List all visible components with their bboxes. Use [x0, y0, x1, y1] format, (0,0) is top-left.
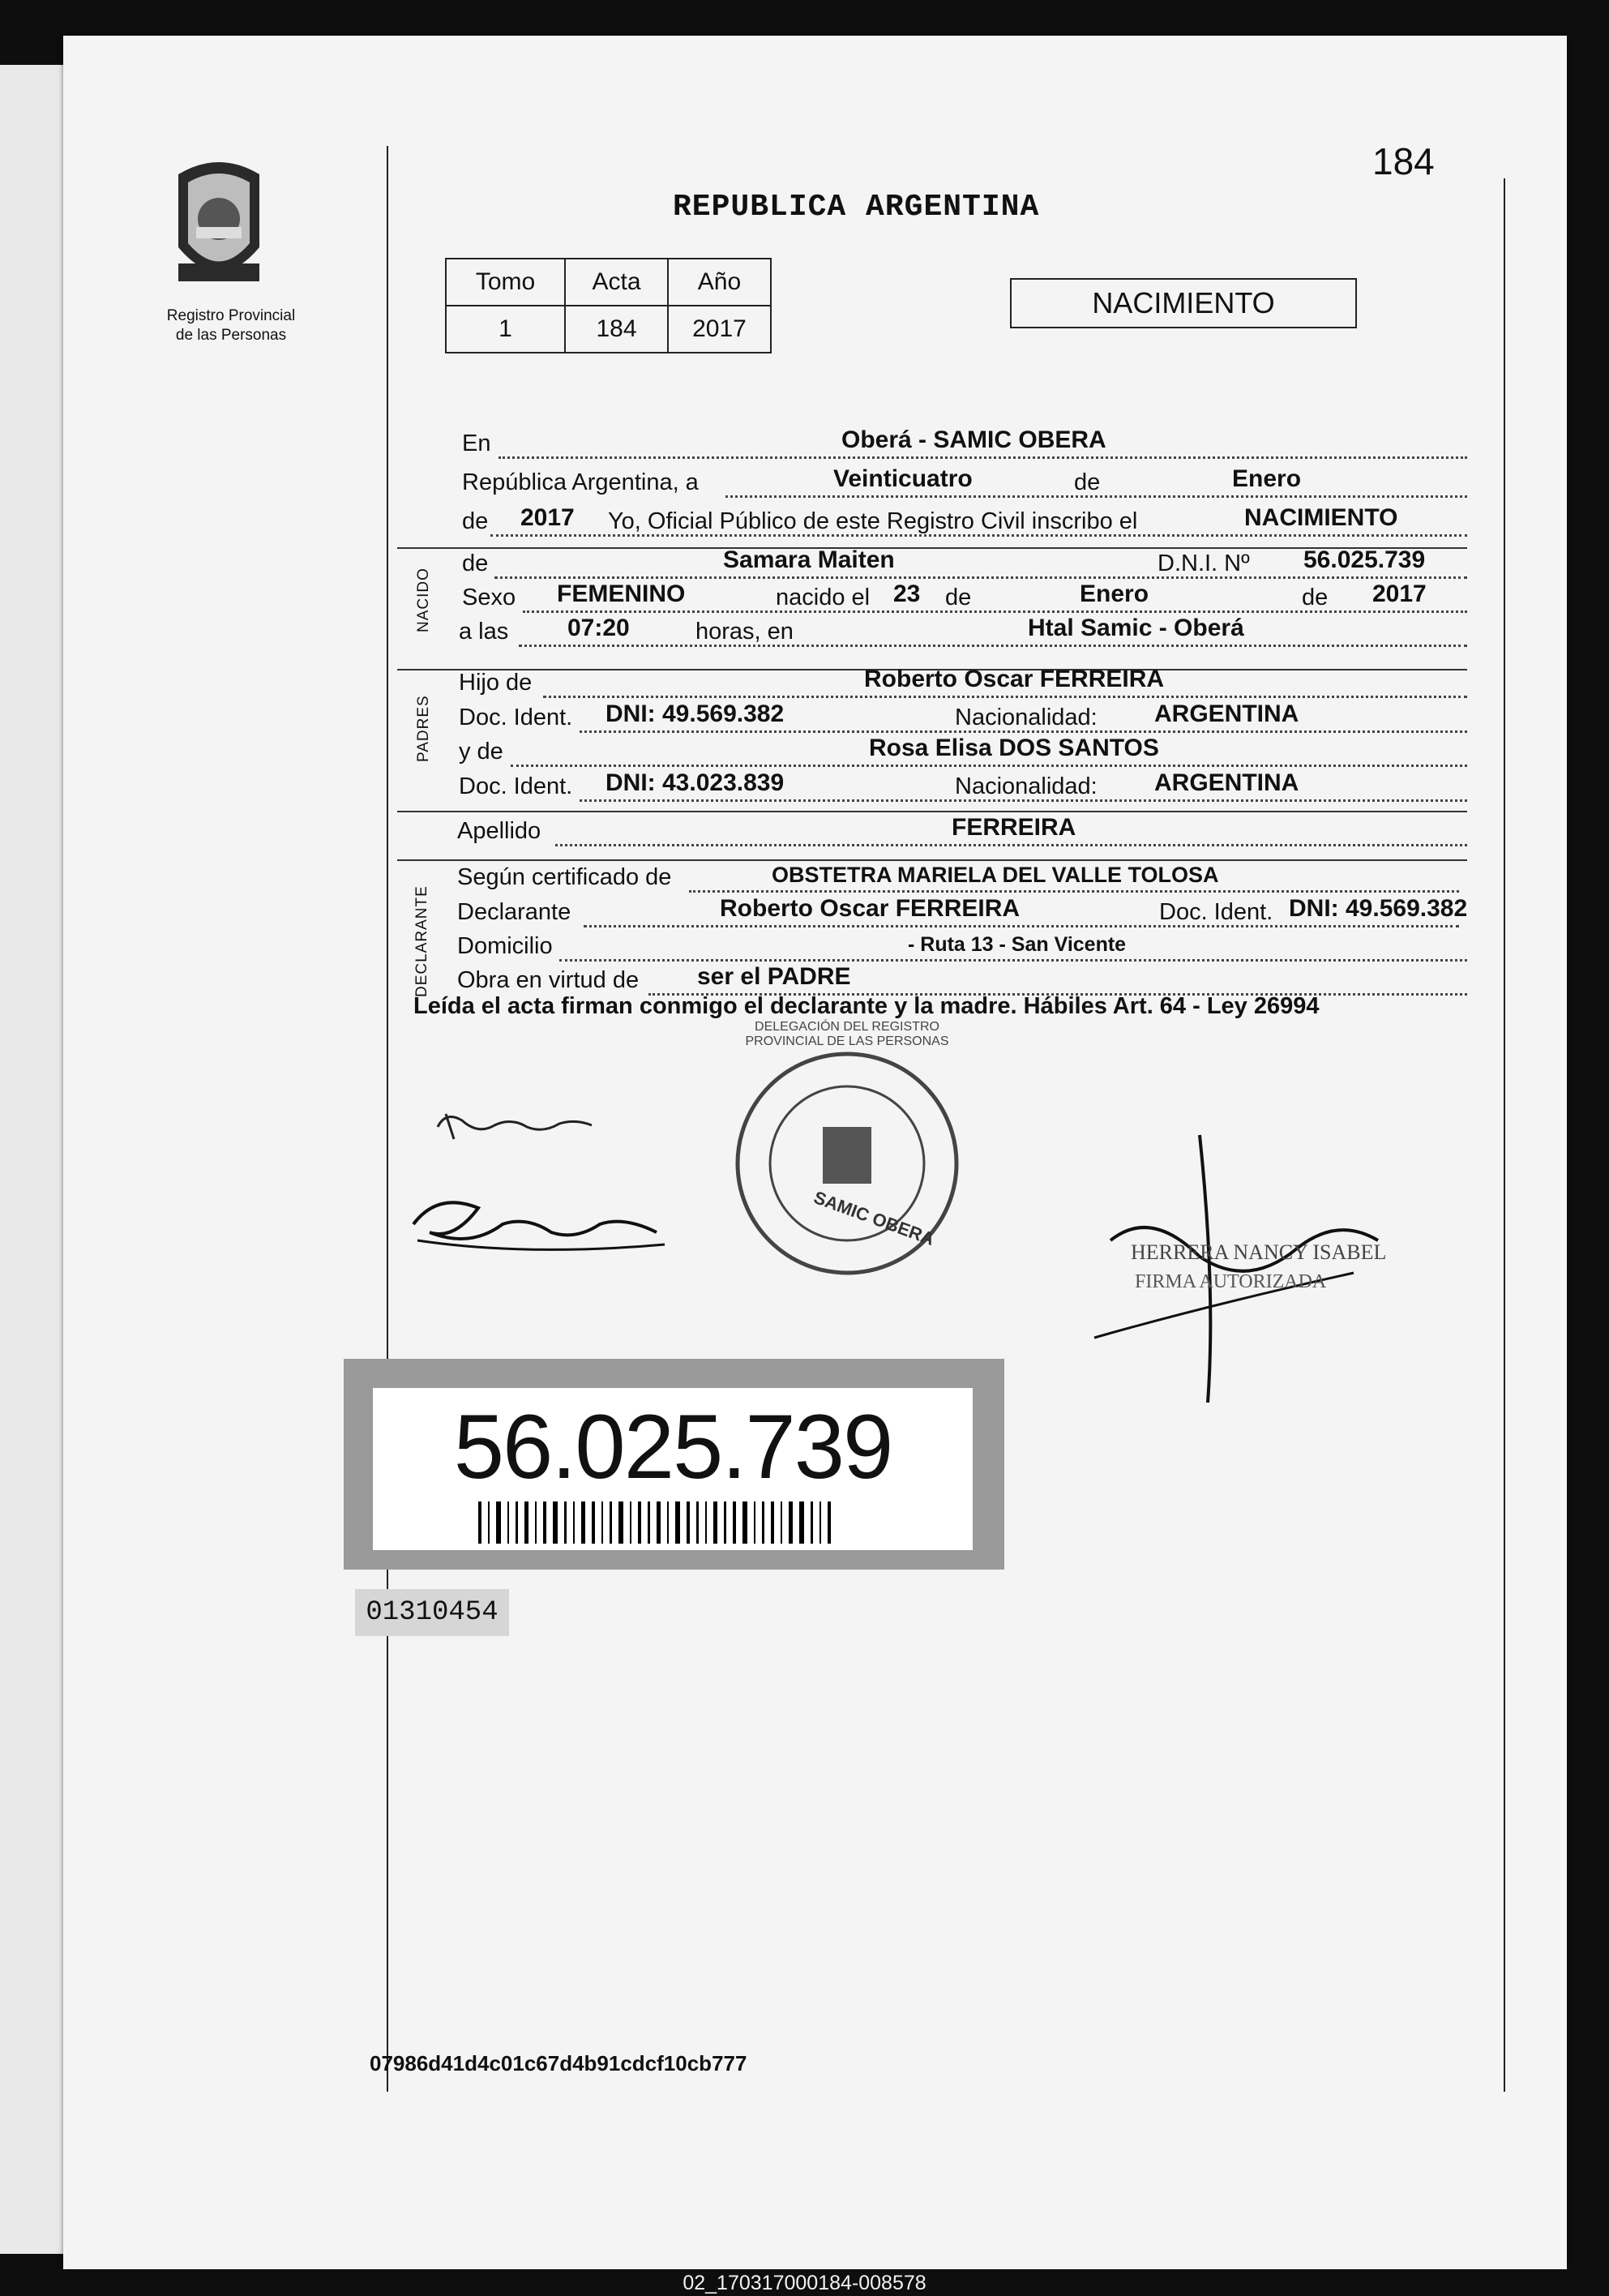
father-nat-value: ARGENTINA: [1154, 700, 1299, 727]
nacido-de-label2: de: [945, 585, 972, 610]
barcode-bar: [581, 1501, 585, 1544]
barcode-bar: [496, 1501, 501, 1544]
official-signature: [1086, 1127, 1394, 1411]
row-declarante: [397, 895, 1468, 931]
declarante-label: Declarante: [457, 899, 571, 925]
row-certificate: [397, 863, 1467, 896]
record-de-label: de: [1074, 469, 1101, 495]
closing-text: Leída el acta firman conmigo el declarante y la madre. Hábiles Art. 64 - Ley 26994: [413, 993, 1320, 1019]
apellido-value: FERREIRA: [952, 814, 1076, 841]
page-number: 184: [1372, 140, 1435, 182]
dni-label: D.N.I. Nº: [1158, 550, 1250, 576]
barcode-bar: [762, 1501, 764, 1544]
barcode-bar: [754, 1501, 755, 1544]
record-year-value: 2017: [520, 504, 575, 531]
control-code: 01310454: [355, 1589, 509, 1636]
section-padres-label: PADRES: [415, 695, 432, 762]
barcode-bar: [733, 1501, 736, 1544]
acta-header: Acta: [565, 259, 668, 306]
barcode-bar: [543, 1501, 546, 1544]
barcode-bar: [742, 1501, 747, 1544]
horas-label: horas, en: [695, 619, 794, 645]
barcode-bar: [724, 1501, 726, 1544]
barcode-bar: [564, 1501, 567, 1544]
barcode-number: 56.025.739: [453, 1396, 892, 1497]
barcode-bar: [601, 1501, 603, 1544]
nacido-de-label: de: [462, 550, 489, 576]
barcode-bar: [535, 1501, 537, 1544]
declarante-doc-value: DNI: 49.569.382: [1289, 895, 1468, 922]
barcode-bar: [696, 1501, 699, 1544]
intro-value: NACIMIENTO: [1244, 504, 1398, 531]
barcode-bar: [675, 1501, 680, 1544]
row-en: [397, 426, 1467, 462]
registry-label: [138, 306, 324, 345]
sexo-value: FEMENINO: [557, 580, 686, 607]
row-nacido-name: [397, 546, 1467, 582]
section-declarante-label: DECLARANTE: [413, 885, 430, 997]
mother-name-value: Rosa Elisa DOS SANTOS: [869, 735, 1159, 761]
sexo-label: Sexo: [462, 585, 516, 610]
declarante-name-value: Roberto Oscar FERREIRA: [720, 895, 1021, 922]
child-dni-value: 56.025.739: [1303, 546, 1426, 573]
row-mother-doc: [397, 769, 1467, 805]
registry-label-line2: de las Personas: [175, 327, 287, 344]
hijo-de-label: Hijo de: [459, 670, 533, 696]
barcode-bar: [781, 1501, 782, 1544]
nacido-el-label: nacido el: [776, 585, 871, 610]
anio-header: Año: [668, 259, 771, 306]
row-republica: [397, 465, 1467, 501]
tomo-header: Tomo: [446, 259, 565, 306]
obra-value: ser el PADRE: [697, 963, 851, 990]
domicilio-value: - Ruta 13 - San Vicente: [908, 933, 1127, 956]
barcode-bar: [705, 1501, 707, 1544]
birth-time-value: 07:20: [567, 615, 630, 641]
seal-center-text: SAMIC OBERA: [811, 1187, 938, 1250]
father-doc-label: Doc. Ident.: [459, 705, 573, 730]
barcode-bar: [573, 1501, 575, 1544]
barcode-bar: [524, 1501, 528, 1544]
row-apellido: [397, 814, 1467, 850]
obra-label: Obra en virtud de: [457, 967, 640, 993]
margin-line: [387, 146, 388, 2092]
row-intro: [397, 504, 1467, 540]
mother-doc-label: Doc. Ident.: [459, 773, 573, 799]
father-doc-value: DNI: 49.569.382: [606, 700, 785, 727]
barcode-bar: [667, 1501, 669, 1544]
tomo-value: 1: [446, 306, 565, 353]
barcode-bar: [553, 1501, 558, 1544]
barcode-bar: [592, 1501, 595, 1544]
nacido-de-label3: de: [1302, 585, 1329, 610]
birth-day-value: 23: [893, 580, 921, 607]
mother-nat-label: Nacionalidad:: [955, 773, 1098, 799]
barcode-bar: [648, 1501, 650, 1544]
ferreira-signature: [430, 1103, 608, 1151]
seal-ring-text: DELEGACIÓN DEL REGISTRO PROVINCIAL DE LAS PERSONAS: [745, 1020, 949, 1048]
declarante-doc-label: Doc. Ident.: [1159, 899, 1273, 925]
dos-santos-signature: [405, 1184, 673, 1265]
barcode-bar: [516, 1501, 518, 1544]
barcode-bar: [507, 1501, 509, 1544]
reference-table: [445, 258, 772, 353]
barcode-bar: [488, 1501, 490, 1544]
row-father: [397, 666, 1467, 701]
father-name-value: Roberto Oscar FERREIRA: [864, 666, 1165, 692]
document-type-box: NACIMIENTO: [1010, 278, 1357, 328]
record-de-label2: de: [462, 508, 489, 534]
right-margin-line: [1504, 178, 1505, 2092]
record-month-value: Enero: [1232, 465, 1302, 492]
barcode-bar: [638, 1501, 641, 1544]
barcode-bar: [819, 1501, 821, 1544]
birth-place-value: Htal Samic - Oberá: [1028, 615, 1244, 641]
republica-label: República Argentina, a: [462, 469, 699, 495]
cert-value: OBSTETRA MARIELA DEL VALLE TOLOSA: [772, 863, 1219, 887]
barcode-bar: [789, 1501, 793, 1544]
section-nacido-label: NACIDO: [415, 568, 432, 632]
father-nat-label: Nacionalidad:: [955, 705, 1098, 730]
birth-month-value: Enero: [1080, 580, 1149, 607]
barcode-bar: [657, 1501, 661, 1544]
row-domicilio: [397, 932, 1467, 965]
barcode-bar: [478, 1501, 481, 1544]
row-nacido-sex: [397, 580, 1467, 616]
row-mother: [397, 735, 1467, 770]
footer-id: 02_170317000184-008578: [0, 2270, 1609, 2296]
official-seal: [730, 1020, 965, 1281]
barcode-bar: [630, 1501, 631, 1544]
country-title: REPUBLICA ARGENTINA: [673, 190, 1040, 225]
intro-label: Yo, Oficial Público de este Registro Civil inscribo el: [608, 508, 1138, 534]
place-value: Oberá - SAMIC OBERA: [841, 426, 1106, 453]
mother-nat-value: ARGENTINA: [1154, 769, 1299, 796]
cert-label: Según certificado de: [457, 864, 672, 890]
domicilio-label: Domicilio: [457, 933, 553, 959]
barcode-bar: [799, 1501, 804, 1544]
barcode-bar: [610, 1501, 612, 1544]
barcode-inner: [373, 1388, 973, 1550]
mother-doc-value: DNI: 43.023.839: [606, 769, 785, 796]
official-caption: FIRMA AUTORIZADA: [1135, 1271, 1327, 1292]
barcode-bar: [687, 1501, 690, 1544]
child-name-value: Samara Maiten: [723, 546, 895, 573]
barcode-bars: [478, 1501, 867, 1544]
reference-table-header-row: [446, 259, 771, 306]
barcode-bar: [811, 1501, 813, 1544]
barcode-bar: [771, 1501, 774, 1544]
barcode-bar: [828, 1501, 831, 1544]
registry-label-line1: Registro Provincial: [166, 307, 296, 324]
acta-value: 184: [565, 306, 668, 353]
barcode-label: [344, 1359, 1004, 1570]
row-nacido-time: [397, 615, 1467, 650]
barcode-bar: [618, 1501, 623, 1544]
en-label: En: [462, 430, 491, 456]
record-day-value: Veinticuatro: [833, 465, 973, 492]
reference-table-value-row: [446, 306, 771, 353]
barcode-bar: [713, 1501, 717, 1544]
birth-year-value: 2017: [1372, 580, 1427, 607]
document-hash: 07986d41d4c01c67d4b91cdcf10cb777: [370, 2051, 747, 2075]
official-name: HERRERA NANCY ISABEL: [1131, 1240, 1387, 1264]
province-crest-icon: [170, 158, 267, 328]
anio-value: 2017: [668, 306, 771, 353]
apellido-label: Apellido: [457, 818, 541, 844]
alas-label: a las: [459, 619, 509, 645]
y-de-label: y de: [459, 739, 503, 765]
